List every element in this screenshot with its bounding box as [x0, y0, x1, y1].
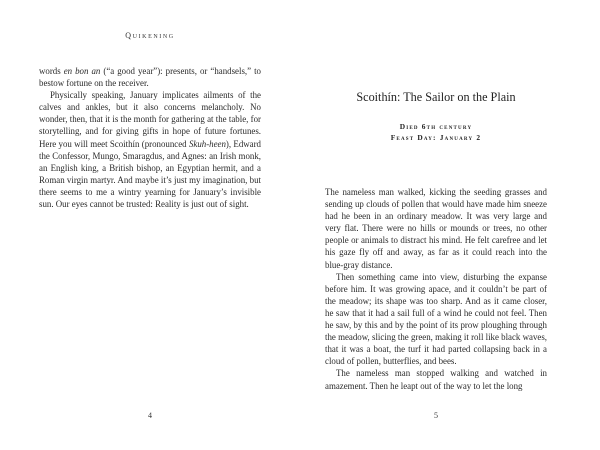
right-paragraph-1: The nameless man walked, kicking the seeding grasses and sending up clouds of pollen that would have made him sneeze had he been in an ordinary meadow. It was very large and very flat. There were no hills or mounds or trees, no other people or animals to distract his mind. He felt carefree and let his gaze fly off and away, as far as it could reach into the blue-gray distance.: [325, 187, 547, 270]
text-run: Physically speaking, January implicates ailments of the calves and ankles, but it also concerns melancholy. No wonder, then, that it is the month for gathering at the table, for storytelling, and for giving gifts in hope of future fortunes. Here you will meet Scoithín (pronounced: [39, 90, 261, 149]
left-paragraph-2: [39, 89, 261, 210]
right-page: [300, 0, 600, 450]
right-paragraph-3: The nameless man stopped walking and watched in amazement. Then he leapt out of the way to let the long: [325, 368, 547, 391]
running-head: Quikening: [125, 31, 175, 40]
right-paragraph-2: Then something came into view, disturbing the expanse before him. It was growing apace, and it couldn’t be part of the meadow; its shape was too sharp. And as it came closer, he saw that it had a sail full of a wind he could not feel. Then he saw, by this and by the point of its prow ploughing through the meadow, slicing the green, making it roll like black waves, that it was a boat, the turf it had parted collapsing back in a cloud of pollen, butterflies, and bees.: [325, 271, 547, 367]
text-run: words: [39, 66, 64, 76]
death-date-line: Died 6th century: [399, 122, 473, 131]
left-paragraph-1: [39, 65, 261, 89]
text-run: ), Edward the Confessor, Mungo, Smaragdus, and Agnes: an Irish monk, an English king, a British bishop, an Egyptian hermit, and a Roman virgin martyr. And maybe it’s just my imagination, but there seems to me a wintry yearning for January’s invisible sun. Our eyes cannot be trusted: Reality is just out of sight.: [39, 138, 261, 210]
text-run: (“a good year”): presents, or “handsels,” to bestow fortune on the receiver.: [39, 66, 261, 89]
right-body-text: [325, 186, 547, 392]
italic-phrase: Skuh-heen: [188, 138, 226, 149]
chapter-title: Scoithín: The Sailor on the Plain: [356, 90, 516, 104]
page-number-right: 5: [434, 411, 438, 420]
feast-day-line: Feast Day: January 2: [390, 133, 482, 142]
left-body-text: [39, 65, 261, 210]
italic-phrase: en bon an: [63, 66, 101, 76]
page-number-left: 4: [148, 411, 152, 420]
